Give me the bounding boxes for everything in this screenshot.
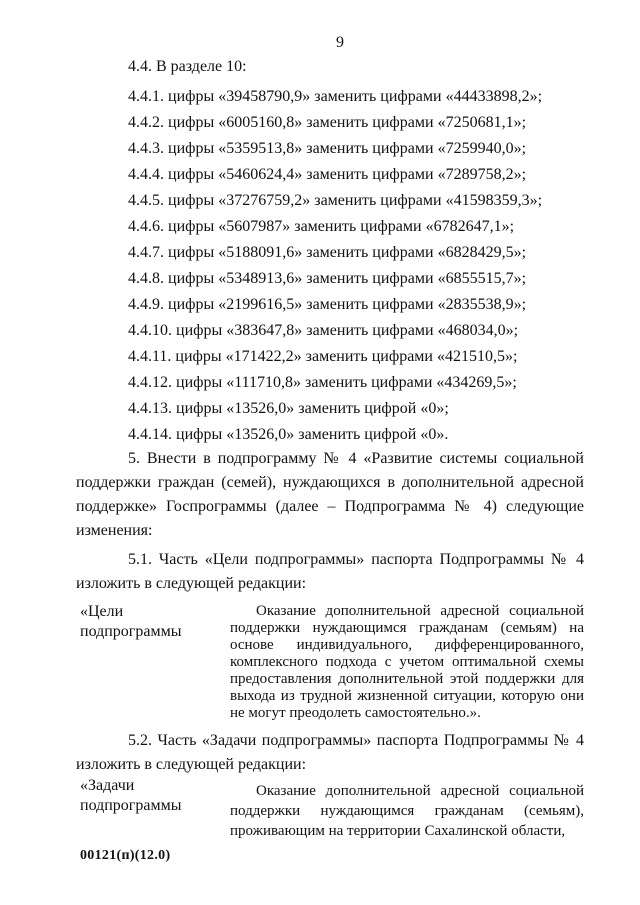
document-code: 00121(п)(12.0) [80, 848, 171, 863]
list-item: 4.4.3. цифры «5359513,8» заменить цифрами «7259940,0»; [128, 140, 527, 157]
page-number: 9 [336, 34, 344, 51]
section-4-4-heading: 4.4. В разделе 10: [128, 58, 247, 75]
list-item: 4.4.12. цифры «111710,8» заменить цифрами «434269,5»; [128, 374, 517, 391]
list-item: 4.4.6. цифры «5607987» заменить цифрами «6782647,1»; [128, 218, 515, 235]
list-item: 4.4.7. цифры «5188091,6» заменить цифрами «6828429,5»; [128, 244, 527, 261]
list-item: 4.4.10. цифры «383647,8» заменить цифрами «468034,0»; [128, 322, 519, 339]
list-item: 4.4.14. цифры «13526,0» заменить цифрой «0». [128, 426, 449, 443]
section-5-2-paragraph: 5.2. Часть «Задачи подпрограммы» паспорта Подпрограммы № 4 изложить в следующей редакции: [76, 732, 584, 773]
section-5-1-paragraph: 5.1. Часть «Цели подпрограммы» паспорта Подпрограммы № 4 изложить в следующей редакции: [76, 551, 584, 592]
list-item: 4.4.9. цифры «2199616,5» заменить цифрами «2835538,9»; [128, 296, 527, 313]
list-item: 4.4.2. цифры «6005160,8» заменить цифрами «7250681,1»; [128, 114, 527, 131]
list-item: 4.4.8. цифры «5348913,6» заменить цифрами «6855515,7»; [128, 270, 527, 287]
list-item: 4.4.11. цифры «171422,2» заменить цифрами «421510,5»; [128, 348, 518, 365]
passport-goals-label: «Цели подпрограммы [80, 603, 182, 640]
list-item: 4.4.1. цифры «39458790,9» заменить цифрами «44433898,2»; [128, 88, 543, 105]
list-item: 4.4.5. цифры «37276759,2» заменить цифрами «41598359,3»; [128, 192, 543, 209]
section-5-paragraph: 5. Внести в подпрограмму № 4 «Развитие системы социальной поддержки граждан (семей), нуждающихся в дополнительной адресной поддержке» Госпрограммы (далее – Подпрограмма № 4) следующие изменения: [76, 450, 584, 539]
passport-goals-content: Оказание дополнительной адресной социальной поддержки нуждающимся гражданам (семьям) на основе индивидуального, дифференцированного, комплексного подхода с учетом оптимальной схемы предоставления дополнительной этой поддержки для выхода из трудной жизненной ситуации, которую они не могут преодолеть самостоятельно.». [230, 603, 584, 721]
passport-tasks-content: Оказание дополнительной адресной социальной поддержки нуждающимся гражданам (семьям), проживающим на территории Сахалинской области, [230, 783, 584, 839]
passport-tasks-label: «Задачи подпрограммы [80, 777, 182, 814]
list-item: 4.4.4. цифры «5460624,4» заменить цифрами «7289758,2»; [128, 166, 527, 183]
list-item: 4.4.13. цифры «13526,0» заменить цифрой «0»; [128, 400, 449, 417]
